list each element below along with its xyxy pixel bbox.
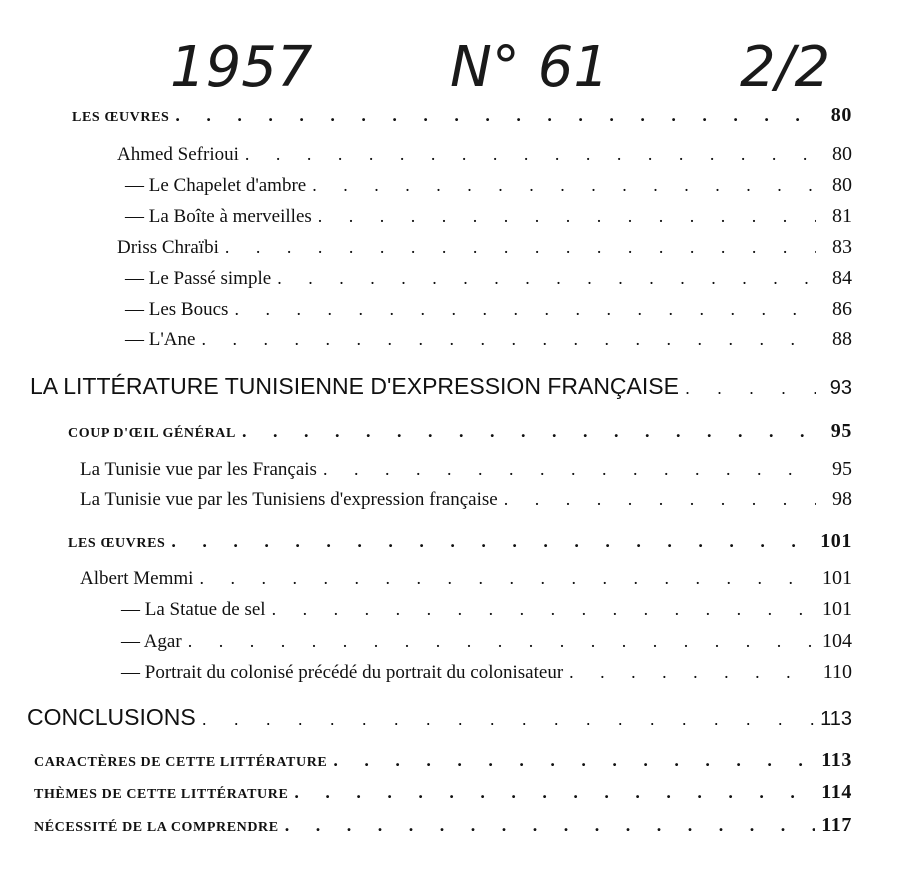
toc-entry-label: — Les Boucs (125, 299, 229, 320)
toc-entry (34, 749, 852, 772)
toc-dot-leader (285, 815, 816, 836)
toc-dot-leader (199, 568, 816, 589)
toc-section-heading (27, 704, 852, 731)
toc-entry (68, 420, 852, 443)
toc-entry-page: 93 (829, 377, 852, 399)
toc-entry-page: 110 (822, 661, 852, 683)
toc-entry-page: 117 (821, 814, 852, 836)
toc-entry-page: 81 (832, 205, 852, 227)
toc-dot-leader (312, 175, 816, 196)
toc-entry-label: LES ŒUVRES (68, 536, 166, 551)
toc-entry-label: COUP D'ŒIL GÉNÉRAL (68, 426, 236, 441)
toc-entry-label: La Tunisie vue par les Tunisiens d'expression française (80, 489, 498, 510)
toc-entry (125, 328, 852, 351)
toc-entry (80, 567, 852, 590)
toc-entry-label: — La Boîte à merveilles (125, 206, 312, 227)
toc-entry-page: 114 (821, 781, 852, 803)
toc-entry-label: — Agar (121, 631, 182, 652)
toc-dot-leader (504, 489, 816, 510)
toc-dot-leader (277, 268, 816, 289)
handwritten-part: 2/2 (740, 35, 831, 100)
toc-entry (121, 661, 852, 684)
toc-entry-label: La Tunisie vue par les Français (80, 459, 317, 480)
toc-entry (80, 488, 852, 511)
toc-entry (125, 205, 852, 228)
toc-entry-page: 83 (832, 236, 852, 258)
toc-entry-page: 86 (832, 298, 852, 320)
toc-entry-label: — Le Chapelet d'ambre (125, 175, 307, 196)
toc-entry (125, 174, 852, 197)
toc-entry-page: 80 (832, 174, 852, 196)
toc-dot-leader (685, 378, 816, 399)
toc-entry (34, 781, 852, 804)
toc-entry-label: — Portrait du colonisé précédé du portrait du colonisateur (121, 662, 564, 683)
toc-entry-label: Albert Memmi (80, 568, 194, 589)
toc-entry (125, 298, 852, 321)
toc-dot-leader (569, 662, 816, 683)
toc-entry (125, 267, 852, 290)
toc-entry-page: 104 (822, 630, 852, 652)
toc-entry (117, 236, 852, 259)
toc-entry-label: — La Statue de sel (121, 599, 266, 620)
toc-dot-leader (225, 237, 816, 258)
toc-entry (68, 530, 852, 553)
toc-entry-page: 113 (820, 708, 852, 730)
toc-dot-leader (272, 599, 816, 620)
toc-entry (117, 143, 852, 166)
toc-dot-leader (333, 750, 815, 771)
toc-entry-page: 84 (832, 267, 852, 289)
toc-dot-leader (188, 631, 816, 652)
handwritten-year: 1957 (170, 35, 313, 100)
toc-entry-page: 101 (822, 598, 852, 620)
handwritten-number: N° 61 (450, 35, 609, 100)
toc-entry-label: LA LITTÉRATURE TUNISIENNE D'EXPRESSION FRANÇAISE (30, 373, 679, 399)
toc-dot-leader (234, 299, 816, 320)
toc-dot-leader (202, 709, 814, 730)
toc-dot-leader (171, 531, 814, 552)
toc-entry-page: 80 (832, 143, 852, 165)
toc-dot-leader (201, 329, 816, 350)
toc-entry-label: CONCLUSIONS (27, 704, 196, 730)
toc-section-heading (30, 373, 852, 400)
toc-entry-label: — L'Ane (125, 329, 196, 350)
toc-entry-page: 113 (821, 749, 852, 771)
toc-entry-page: 101 (820, 530, 852, 552)
toc-entry-page: 88 (832, 328, 852, 350)
toc-entry (72, 104, 852, 127)
toc-dot-leader (323, 459, 816, 480)
toc-entry-page: 101 (822, 567, 852, 589)
toc-entry (121, 598, 852, 621)
toc-entry-label: Driss Chraïbi (117, 237, 219, 258)
toc-dot-leader (318, 206, 816, 227)
toc-dot-leader (294, 782, 815, 803)
toc-dot-leader (245, 144, 816, 165)
toc-dot-leader (242, 421, 816, 442)
toc-dot-leader (175, 105, 816, 126)
toc-entry-label: Ahmed Sefrioui (117, 144, 239, 165)
toc-entry (121, 630, 852, 653)
toc-entry-label: CARACTÈRES DE CETTE LITTÉRATURE (34, 755, 328, 770)
toc-entry-page: 98 (832, 488, 852, 510)
toc-entry-page: 80 (830, 104, 852, 126)
toc-entry-page: 95 (832, 458, 852, 480)
toc-entry-label: LES ŒUVRES (72, 110, 170, 125)
toc-entry-label: NÉCESSITÉ DE LA COMPRENDRE (34, 820, 279, 835)
toc-entry-page: 95 (830, 420, 852, 442)
toc-entry (34, 814, 852, 837)
toc-entry (80, 458, 852, 481)
toc-entry-label: — Le Passé simple (125, 268, 272, 289)
toc-entry-label: THÈMES DE CETTE LITTÉRATURE (34, 787, 289, 802)
